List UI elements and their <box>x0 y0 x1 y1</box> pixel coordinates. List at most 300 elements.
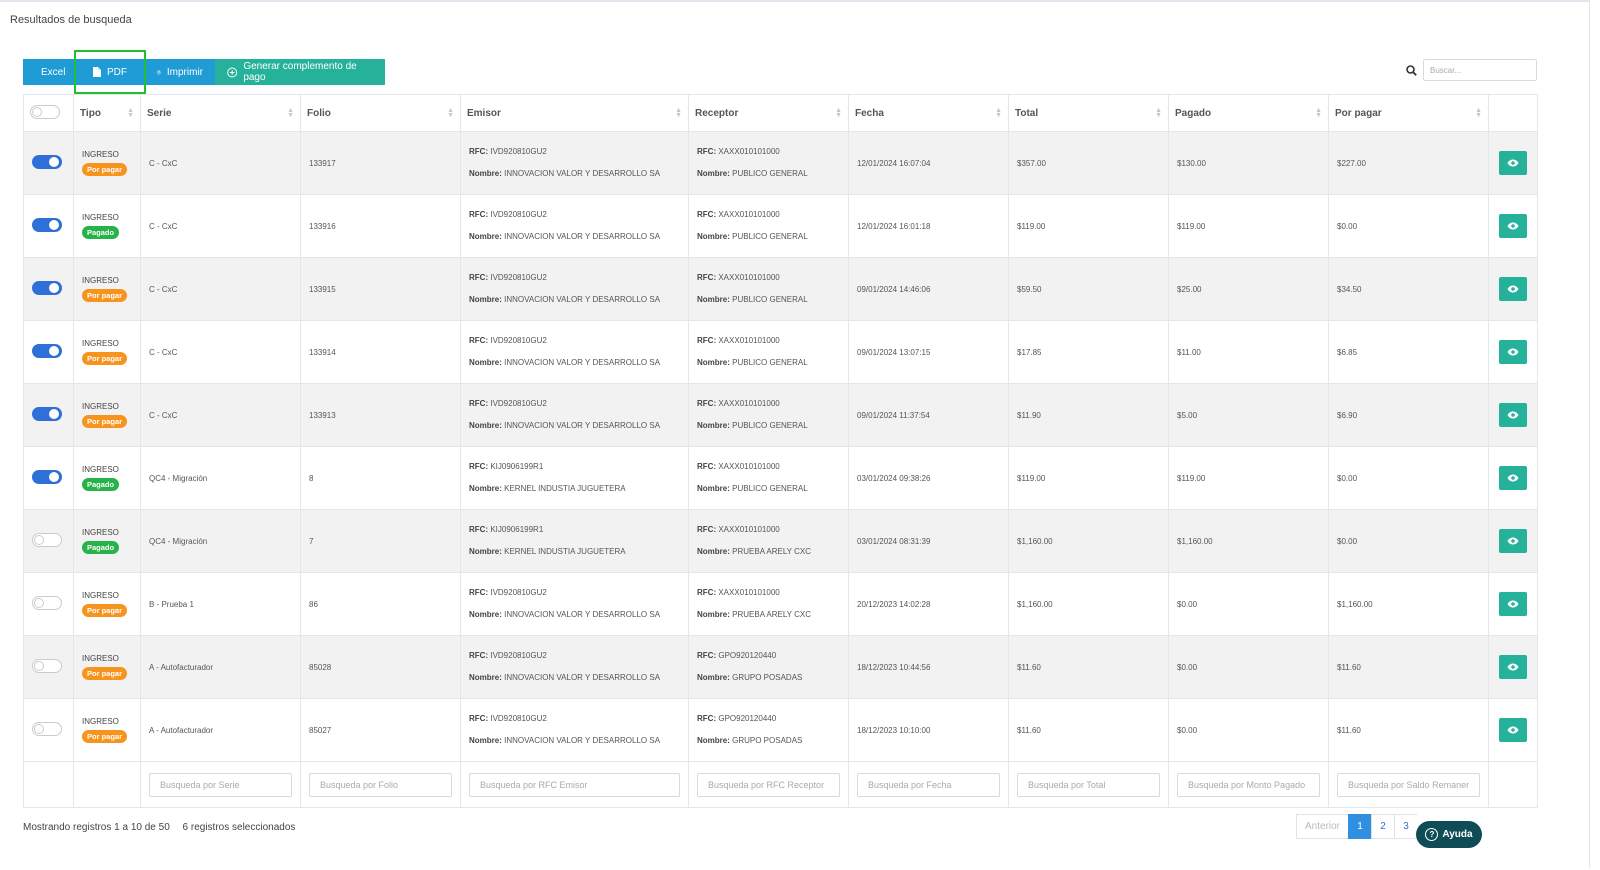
tipo-text: INGRESO <box>82 150 119 159</box>
view-button[interactable] <box>1499 655 1527 679</box>
emisor-cell <box>461 258 689 321</box>
actions-cell <box>1489 510 1538 573</box>
filter-input[interactable] <box>149 773 292 797</box>
generate-payment-complement-label: Generar complemento de pago <box>243 61 357 83</box>
emisor-cell <box>461 573 689 636</box>
column-header-receptor[interactable]: Receptor ▲ ▼ <box>689 95 849 132</box>
select-cell <box>24 258 74 321</box>
receptor-rfc: XAXX010101000 <box>718 273 780 282</box>
row-select-toggle[interactable] <box>32 659 62 673</box>
eye-icon <box>1507 474 1519 482</box>
nombre-label: Nombre: <box>469 358 502 367</box>
view-button[interactable] <box>1499 403 1527 427</box>
nombre-label: Nombre: <box>469 484 502 493</box>
receptor-nombre: PUBLICO GENERAL <box>732 484 808 493</box>
emisor-rfc: IVD920810GU2 <box>490 399 547 408</box>
pdf-button[interactable] <box>75 59 145 85</box>
sort-icon: ▲ ▼ <box>1315 107 1322 119</box>
receptor-rfc: GPO920120440 <box>718 651 777 660</box>
table-body <box>24 132 1538 762</box>
folio-cell: 133914 <box>301 321 461 384</box>
filter-row <box>24 762 1538 808</box>
emisor-rfc: IVD920810GU2 <box>490 336 547 345</box>
fecha-cell: 09/01/2024 13:07:15 <box>849 321 1009 384</box>
total-cell: $11.60 <box>1009 699 1169 762</box>
view-button[interactable] <box>1499 277 1527 301</box>
fecha-cell: 12/01/2024 16:01:18 <box>849 195 1009 258</box>
rfc-label: RFC: <box>469 336 489 345</box>
emisor-rfc: KIJ0906199R1 <box>490 462 544 471</box>
filter-empty-cell <box>74 762 141 808</box>
receptor-cell <box>689 510 849 573</box>
generate-payment-complement-button[interactable] <box>215 59 385 85</box>
actions-cell <box>1489 132 1538 195</box>
printer-icon <box>157 67 161 78</box>
total-cell: $11.60 <box>1009 636 1169 699</box>
nombre-label: Nombre: <box>697 736 730 745</box>
tipo-cell <box>74 132 141 195</box>
filter-input[interactable] <box>857 773 1000 797</box>
sort-icon: ▲ ▼ <box>1155 107 1162 119</box>
serie-cell: QC4 - Migración <box>141 447 301 510</box>
eye-icon <box>1507 600 1519 608</box>
folio-cell: 133916 <box>301 195 461 258</box>
row-select-toggle[interactable] <box>32 407 62 421</box>
filter-cell <box>1009 762 1169 808</box>
select-cell <box>24 573 74 636</box>
export-toolbar <box>23 59 385 85</box>
receptor-rfc: GPO920120440 <box>718 714 777 723</box>
row-select-toggle[interactable] <box>32 218 62 232</box>
nombre-label: Nombre: <box>469 736 502 745</box>
por-pagar-cell: $11.60 <box>1329 636 1489 699</box>
nombre-label: Nombre: <box>697 421 730 430</box>
por-pagar-cell: $0.00 <box>1329 195 1489 258</box>
receptor-cell <box>689 384 849 447</box>
pagado-cell: $130.00 <box>1169 132 1329 195</box>
emisor-cell <box>461 195 689 258</box>
tipo-text: INGRESO <box>82 402 119 411</box>
emisor-rfc: KIJ0906199R1 <box>490 525 544 534</box>
receptor-cell <box>689 195 849 258</box>
por-pagar-cell: $227.00 <box>1329 132 1489 195</box>
row-select-toggle[interactable] <box>32 344 62 358</box>
status-badge: Por pagar <box>82 667 127 680</box>
status-badge: Pagado <box>82 478 119 491</box>
pagado-cell: $25.00 <box>1169 258 1329 321</box>
sort-icon: ▲ ▼ <box>675 107 682 119</box>
filter-cell <box>141 762 301 808</box>
table-row <box>24 510 1538 573</box>
selected-count-text: 6 registros seleccionados <box>182 822 296 833</box>
fecha-cell: 09/01/2024 14:46:06 <box>849 258 1009 321</box>
nombre-label: Nombre: <box>697 232 730 241</box>
emisor-nombre: INNOVACION VALOR Y DESARROLLO SA <box>504 736 661 745</box>
excel-button-label: Excel <box>41 66 66 78</box>
table-row <box>24 195 1538 258</box>
filter-input[interactable] <box>697 773 840 797</box>
view-button[interactable] <box>1499 718 1527 742</box>
pagination-page-3[interactable]: 3 <box>1394 814 1418 839</box>
rfc-label: RFC: <box>469 651 489 660</box>
search-box <box>1406 59 1537 81</box>
actions-cell <box>1489 258 1538 321</box>
eye-icon <box>1507 411 1519 419</box>
filter-input[interactable] <box>469 773 680 797</box>
nombre-label: Nombre: <box>469 547 502 556</box>
filter-input[interactable] <box>1017 773 1160 797</box>
nombre-label: Nombre: <box>469 673 502 682</box>
receptor-cell <box>689 573 849 636</box>
table-row <box>24 321 1538 384</box>
column-header-emisor[interactable]: Emisor ▲ ▼ <box>461 95 689 132</box>
rfc-label: RFC: <box>697 147 717 156</box>
receptor-rfc: XAXX010101000 <box>718 336 780 345</box>
column-header-folio[interactable]: Folio ▲ ▼ <box>301 95 461 132</box>
eye-icon <box>1507 663 1519 671</box>
sort-icon: ▲ ▼ <box>835 107 842 119</box>
folio-cell: 7 <box>301 510 461 573</box>
emisor-nombre: KERNEL INDUSTIA JUGUETERA <box>504 484 626 493</box>
receptor-cell <box>689 321 849 384</box>
pagado-cell: $5.00 <box>1169 384 1329 447</box>
emisor-nombre: KERNEL INDUSTIA JUGUETERA <box>504 547 626 556</box>
tipo-cell <box>74 699 141 762</box>
select-cell <box>24 699 74 762</box>
eye-icon <box>1507 222 1519 230</box>
filter-empty-cell <box>24 762 74 808</box>
select-all-toggle[interactable] <box>30 105 60 119</box>
receptor-cell <box>689 699 849 762</box>
nombre-label: Nombre: <box>469 610 502 619</box>
fecha-cell: 20/12/2023 14:02:28 <box>849 573 1009 636</box>
emisor-rfc: IVD920810GU2 <box>490 210 547 219</box>
total-cell: $1,160.00 <box>1009 510 1169 573</box>
rfc-label: RFC: <box>469 588 489 597</box>
rfc-label: RFC: <box>697 525 717 534</box>
total-cell: $119.00 <box>1009 195 1169 258</box>
receptor-cell <box>689 447 849 510</box>
table-row <box>24 447 1538 510</box>
pdf-button-label: PDF <box>107 66 127 78</box>
serie-cell: C - CxC <box>141 195 301 258</box>
table-row <box>24 573 1538 636</box>
receptor-rfc: XAXX010101000 <box>718 588 780 597</box>
receptor-rfc: XAXX010101000 <box>718 462 780 471</box>
filter-input[interactable] <box>1177 773 1320 797</box>
filter-cell <box>849 762 1009 808</box>
receptor-nombre: PRUEBA ARELY CXC <box>732 610 811 619</box>
por-pagar-cell: $0.00 <box>1329 447 1489 510</box>
serie-cell: C - CxC <box>141 258 301 321</box>
rfc-label: RFC: <box>697 714 717 723</box>
view-button[interactable] <box>1499 529 1527 553</box>
row-select-toggle[interactable] <box>32 596 62 610</box>
table-info <box>23 822 295 833</box>
column-header-fecha[interactable]: Fecha ▲ ▼ <box>849 95 1009 132</box>
filter-cell <box>301 762 461 808</box>
rfc-label: RFC: <box>469 273 489 282</box>
tipo-text: INGRESO <box>82 339 119 348</box>
fecha-cell: 03/01/2024 08:31:39 <box>849 510 1009 573</box>
rfc-label: RFC: <box>697 651 717 660</box>
emisor-cell <box>461 447 689 510</box>
serie-cell: QC4 - Migración <box>141 510 301 573</box>
sort-icon: ▲ ▼ <box>127 107 134 119</box>
sort-icon: ▲ ▼ <box>287 107 294 119</box>
table-header <box>24 95 1538 132</box>
fecha-cell: 18/12/2023 10:10:00 <box>849 699 1009 762</box>
tipo-cell <box>74 384 141 447</box>
select-cell <box>24 132 74 195</box>
emisor-cell <box>461 132 689 195</box>
receptor-cell <box>689 258 849 321</box>
por-pagar-cell: $11.60 <box>1329 699 1489 762</box>
rfc-label: RFC: <box>469 462 489 471</box>
status-badge: Por pagar <box>82 289 127 302</box>
status-badge: Pagado <box>82 226 119 239</box>
status-badge: Por pagar <box>82 730 127 743</box>
status-badge: Por pagar <box>82 604 127 617</box>
help-button-label: Ayuda <box>1442 829 1473 840</box>
tipo-cell <box>74 573 141 636</box>
rfc-label: RFC: <box>697 399 717 408</box>
emisor-nombre: INNOVACION VALOR Y DESARROLLO SA <box>504 169 661 178</box>
receptor-rfc: XAXX010101000 <box>718 147 780 156</box>
tipo-text: INGRESO <box>82 213 119 222</box>
fecha-cell: 18/12/2023 10:44:56 <box>849 636 1009 699</box>
view-button[interactable] <box>1499 151 1527 175</box>
nombre-label: Nombre: <box>469 421 502 430</box>
folio-cell: 85027 <box>301 699 461 762</box>
por-pagar-cell: $6.90 <box>1329 384 1489 447</box>
pagado-cell: $11.00 <box>1169 321 1329 384</box>
view-button[interactable] <box>1499 340 1527 364</box>
nombre-label: Nombre: <box>697 358 730 367</box>
fecha-cell: 03/01/2024 09:38:26 <box>849 447 1009 510</box>
table-row <box>24 132 1538 195</box>
serie-cell: A - Autofacturador <box>141 699 301 762</box>
actions-cell <box>1489 195 1538 258</box>
eye-icon <box>1507 726 1519 734</box>
results-table <box>23 94 1538 808</box>
row-select-toggle[interactable] <box>32 155 62 169</box>
column-header-tipo[interactable]: Tipo ▲ ▼ <box>74 95 141 132</box>
serie-cell: C - CxC <box>141 321 301 384</box>
receptor-rfc: XAXX010101000 <box>718 210 780 219</box>
select-cell <box>24 447 74 510</box>
plus-circle-icon <box>227 67 237 78</box>
pagado-cell: $1,160.00 <box>1169 510 1329 573</box>
tipo-text: INGRESO <box>82 717 119 726</box>
serie-cell: B - Prueba 1 <box>141 573 301 636</box>
status-badge: Pagado <box>82 541 119 554</box>
filter-input[interactable] <box>1337 773 1480 797</box>
tipo-cell <box>74 321 141 384</box>
row-select-toggle[interactable] <box>32 281 62 295</box>
nombre-label: Nombre: <box>697 169 730 178</box>
receptor-nombre: PUBLICO GENERAL <box>732 169 808 178</box>
pagado-cell: $0.00 <box>1169 699 1329 762</box>
filter-input[interactable] <box>309 773 452 797</box>
serie-cell: A - Autofacturador <box>141 636 301 699</box>
actions-cell <box>1489 384 1538 447</box>
actions-cell <box>1489 321 1538 384</box>
tipo-text: INGRESO <box>82 276 119 285</box>
por-pagar-cell: $6.85 <box>1329 321 1489 384</box>
folio-cell: 8 <box>301 447 461 510</box>
eye-icon <box>1507 159 1519 167</box>
rfc-label: RFC: <box>469 525 489 534</box>
pagado-cell: $0.00 <box>1169 636 1329 699</box>
folio-cell: 133917 <box>301 132 461 195</box>
tipo-cell <box>74 510 141 573</box>
records-count-text: Mostrando registros 1 a 10 de 50 <box>23 822 170 833</box>
nombre-label: Nombre: <box>469 169 502 178</box>
panel-title: Resultados de busqueda <box>10 14 132 26</box>
folio-cell: 86 <box>301 573 461 636</box>
emisor-nombre: INNOVACION VALOR Y DESARROLLO SA <box>504 610 661 619</box>
filter-empty-cell <box>1489 762 1538 808</box>
table-row <box>24 636 1538 699</box>
pagado-cell: $0.00 <box>1169 573 1329 636</box>
view-button[interactable] <box>1499 466 1527 490</box>
receptor-cell <box>689 132 849 195</box>
receptor-cell <box>689 636 849 699</box>
nombre-label: Nombre: <box>697 547 730 556</box>
actions-cell <box>1489 573 1538 636</box>
emisor-rfc: IVD920810GU2 <box>490 273 547 282</box>
emisor-nombre: INNOVACION VALOR Y DESARROLLO SA <box>504 232 661 241</box>
help-button[interactable] <box>1416 821 1482 848</box>
emisor-cell <box>461 636 689 699</box>
row-select-toggle[interactable] <box>32 722 62 736</box>
nombre-label: Nombre: <box>697 295 730 304</box>
excel-button[interactable] <box>23 59 75 85</box>
rfc-label: RFC: <box>697 273 717 282</box>
receptor-nombre: GRUPO POSADAS <box>732 673 803 682</box>
serie-cell: C - CxC <box>141 384 301 447</box>
view-button[interactable] <box>1499 592 1527 616</box>
print-button[interactable] <box>145 59 215 85</box>
column-header-pagado[interactable]: Pagado ▲ ▼ <box>1169 95 1329 132</box>
sort-icon: ▲ ▼ <box>995 107 1002 119</box>
tipo-text: INGRESO <box>82 591 119 600</box>
row-select-toggle[interactable] <box>32 533 62 547</box>
serie-cell: C - CxC <box>141 132 301 195</box>
tipo-text: INGRESO <box>82 528 119 537</box>
tipo-cell <box>74 636 141 699</box>
actions-header <box>1489 95 1538 132</box>
receptor-nombre: PUBLICO GENERAL <box>732 232 808 241</box>
receptor-nombre: PUBLICO GENERAL <box>732 358 808 367</box>
column-header-por-pagar[interactable]: Por pagar ▲ ▼ <box>1329 95 1489 132</box>
select-cell <box>24 510 74 573</box>
tipo-cell <box>74 195 141 258</box>
receptor-nombre: PUBLICO GENERAL <box>732 295 808 304</box>
emisor-cell <box>461 510 689 573</box>
search-input[interactable] <box>1423 59 1537 81</box>
folio-cell: 133913 <box>301 384 461 447</box>
rfc-label: RFC: <box>697 210 717 219</box>
table-row <box>24 384 1538 447</box>
select-cell <box>24 321 74 384</box>
select-cell <box>24 636 74 699</box>
total-cell: $17.85 <box>1009 321 1169 384</box>
fecha-cell: 12/01/2024 16:07:04 <box>849 132 1009 195</box>
pagination-page-2[interactable]: 2 <box>1371 814 1395 839</box>
total-cell: $119.00 <box>1009 447 1169 510</box>
eye-icon <box>1507 348 1519 356</box>
receptor-nombre: PRUEBA ARELY CXC <box>732 547 811 556</box>
por-pagar-cell: $34.50 <box>1329 258 1489 321</box>
select-all-header <box>24 95 74 132</box>
actions-cell <box>1489 447 1538 510</box>
filter-cell <box>689 762 849 808</box>
eye-icon <box>1507 537 1519 545</box>
filter-cell <box>461 762 689 808</box>
nombre-label: Nombre: <box>469 295 502 304</box>
tipo-text: INGRESO <box>82 654 119 663</box>
folio-cell: 85028 <box>301 636 461 699</box>
pagination-previous[interactable]: Anterior <box>1296 814 1349 839</box>
search-icon <box>1406 65 1417 76</box>
sort-icon: ▲ ▼ <box>1475 107 1482 119</box>
nombre-label: Nombre: <box>697 610 730 619</box>
column-header-total[interactable]: Total ▲ ▼ <box>1009 95 1169 132</box>
nombre-label: Nombre: <box>697 673 730 682</box>
select-cell <box>24 384 74 447</box>
por-pagar-cell: $0.00 <box>1329 510 1489 573</box>
emisor-nombre: INNOVACION VALOR Y DESARROLLO SA <box>504 358 661 367</box>
status-badge: Por pagar <box>82 163 127 176</box>
emisor-cell <box>461 321 689 384</box>
pagination-page-1[interactable]: 1 <box>1348 814 1372 839</box>
receptor-nombre: GRUPO POSADAS <box>732 736 803 745</box>
fecha-cell: 09/01/2024 11:37:54 <box>849 384 1009 447</box>
status-badge: Por pagar <box>82 415 127 428</box>
tipo-text: INGRESO <box>82 465 119 474</box>
receptor-rfc: XAXX010101000 <box>718 525 780 534</box>
filter-cell <box>1169 762 1329 808</box>
rfc-label: RFC: <box>469 147 489 156</box>
table-row <box>24 258 1538 321</box>
tipo-cell <box>74 258 141 321</box>
emisor-cell <box>461 699 689 762</box>
filter-cell <box>1329 762 1489 808</box>
rfc-label: RFC: <box>697 336 717 345</box>
emisor-rfc: IVD920810GU2 <box>490 714 547 723</box>
emisor-cell <box>461 384 689 447</box>
rfc-label: RFC: <box>469 399 489 408</box>
print-button-label: Imprimir <box>166 66 203 78</box>
actions-cell <box>1489 699 1538 762</box>
table-row <box>24 699 1538 762</box>
rfc-label: RFC: <box>469 714 489 723</box>
status-badge: Por pagar <box>82 352 127 365</box>
rfc-label: RFC: <box>697 462 717 471</box>
tipo-cell <box>74 447 141 510</box>
receptor-nombre: PUBLICO GENERAL <box>732 421 808 430</box>
row-select-toggle[interactable] <box>32 470 62 484</box>
column-header-serie[interactable]: Serie ▲ ▼ <box>141 95 301 132</box>
rfc-label: RFC: <box>697 588 717 597</box>
emisor-rfc: IVD920810GU2 <box>490 588 547 597</box>
total-cell: $357.00 <box>1009 132 1169 195</box>
total-cell: $1,160.00 <box>1009 573 1169 636</box>
view-button[interactable] <box>1499 214 1527 238</box>
file-icon <box>93 67 101 77</box>
